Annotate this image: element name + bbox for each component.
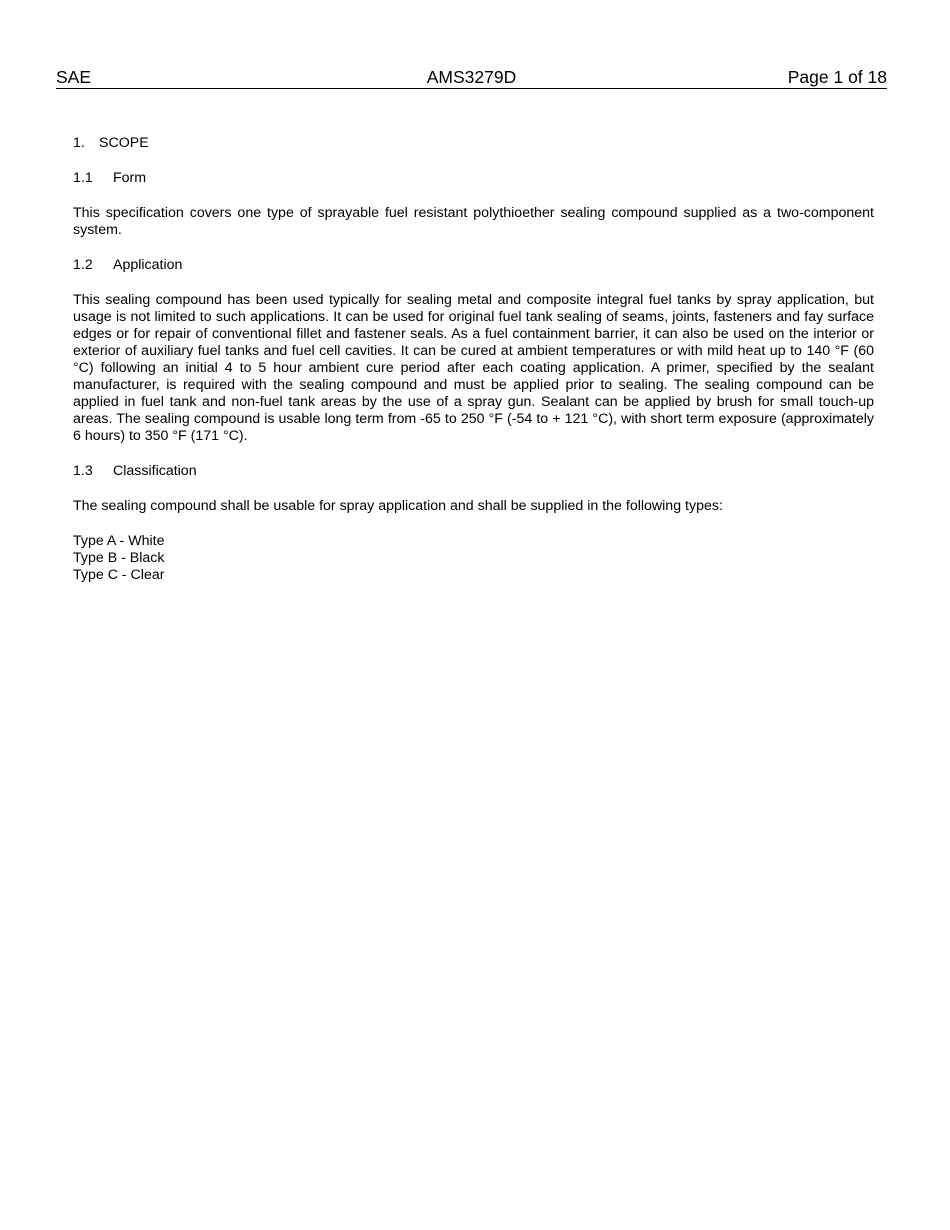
type-list — [73, 533, 874, 584]
section-1-3-title: Classification — [113, 463, 197, 479]
section-1-1-heading — [73, 170, 874, 187]
type-list-item: Type C - Clear — [73, 567, 165, 583]
header-organization: SAE — [56, 67, 92, 87]
section-1-title: SCOPE — [99, 135, 149, 151]
section-1-2-heading — [73, 257, 874, 274]
header-page-number: Page 1 of 18 — [787, 67, 887, 87]
page-header — [56, 66, 887, 89]
classification-paragraph: The sealing compound shall be usable for spray application and shall be supplied in the following types: — [73, 498, 723, 514]
type-list-item: Type B - Black — [73, 550, 165, 566]
section-1-3-number: 1.3 — [73, 463, 93, 479]
section-1-2-number: 1.2 — [73, 257, 93, 273]
section-1-number: 1. — [73, 135, 85, 151]
section-1-3-heading — [73, 463, 874, 480]
document-body — [73, 135, 874, 584]
application-paragraph: This sealing compound has been used typically for sealing metal and composite integral fuel tanks by spray application, but usage is not limited to such applications. It can be used for original fuel tank sealing of seams, joints, fasteners and fay surface edges or for repair of conventional fillet and fastener seals. As a fuel containment barrier, it can also be used on the interior or exterior of auxiliary fuel tanks and fuel cell cavities. It can be cured at ambient temperatures or with mild heat up to 140 °F (60 °C) following an initial 4 to 5 hour ambient cure period after each coating application. A primer, specified by the sealant manufacturer, is required with the sealing compound and must be applied prior to sealing. The sealing compound can be applied in fuel tank and non-fuel tank areas by the use of a spray gun. Sealant can be applied by brush for small touch-up areas. The sealing compound is usable long term from -65 to 250 °F (-54 to + 121 °C), with short term exposure (approximately 6 hours) to 350 °F (171 °C). — [73, 292, 874, 444]
type-list-item: Type A - White — [73, 533, 165, 549]
section-1-1-title: Form — [113, 170, 147, 186]
form-paragraph: This specification covers one type of sprayable fuel resistant polythioether sealing compound supplied as a two-component system. — [73, 205, 874, 238]
header-document-number: AMS3279D — [426, 67, 517, 87]
section-1-2-title: Application — [113, 257, 183, 273]
section-1-heading — [73, 135, 874, 152]
section-1-1-number: 1.1 — [73, 170, 93, 186]
